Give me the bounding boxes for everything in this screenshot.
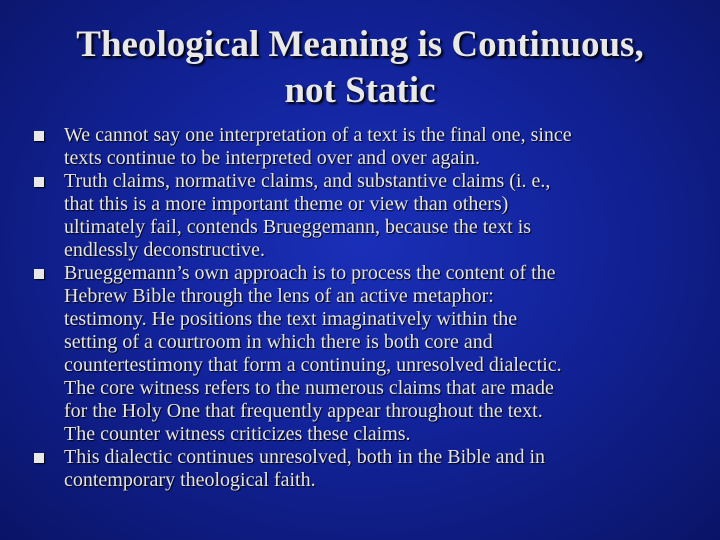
bullet-line: Truth claims, normative claims, and substantive claims (i. e., <box>64 170 551 192</box>
square-bullet-icon <box>34 269 44 279</box>
bullet-line: texts continue to be interpreted over and over again. <box>64 147 480 169</box>
bullet-item-3 <box>34 262 684 446</box>
bullet-line: Hebrew Bible through the lens of an active metaphor: <box>64 285 494 307</box>
bullet-line: The counter witness criticizes these claims. <box>64 423 411 445</box>
bullet-item-2 <box>34 170 684 262</box>
bullet-item-1 <box>34 124 684 170</box>
square-bullet-icon <box>34 453 44 463</box>
bullet-text-4 <box>64 446 684 492</box>
bullet-text-3 <box>64 262 684 446</box>
square-bullet-icon <box>34 177 44 187</box>
bullet-item-4 <box>34 446 684 492</box>
slide-title <box>20 22 700 114</box>
bullet-line: for the Holy One that frequently appear throughout the text. <box>64 400 543 422</box>
square-bullet-icon <box>34 131 44 141</box>
slide-title-line-2: not Static <box>284 70 436 111</box>
bullet-line: Brueggemann’s own approach is to process the content of the <box>64 262 556 284</box>
bullet-line: that this is a more important theme or view than others) <box>64 193 509 215</box>
bullet-line: The core witness refers to the numerous claims that are made <box>64 377 554 399</box>
bullet-line: This dialectic continues unresolved, both in the Bible and in <box>64 446 546 468</box>
bullet-line: setting of a courtroom in which there is both core and <box>64 331 493 353</box>
bullet-line: ultimately fail, contends Brueggemann, because the text is <box>64 216 532 238</box>
slide-title-line-1: Theological Meaning is Continuous, <box>76 24 644 65</box>
bullet-line: contemporary theological faith. <box>64 469 316 491</box>
bullet-line: We cannot say one interpretation of a text is the final one, since <box>64 124 572 146</box>
bullet-line: countertestimony that form a continuing, unresolved dialectic. <box>64 354 562 376</box>
bullet-text-2 <box>64 170 684 262</box>
bullet-line: endlessly deconstructive. <box>64 239 266 261</box>
bullet-list <box>34 124 684 492</box>
bullet-line: testimony. He positions the text imaginatively within the <box>64 308 518 330</box>
bullet-text-1 <box>64 124 684 170</box>
